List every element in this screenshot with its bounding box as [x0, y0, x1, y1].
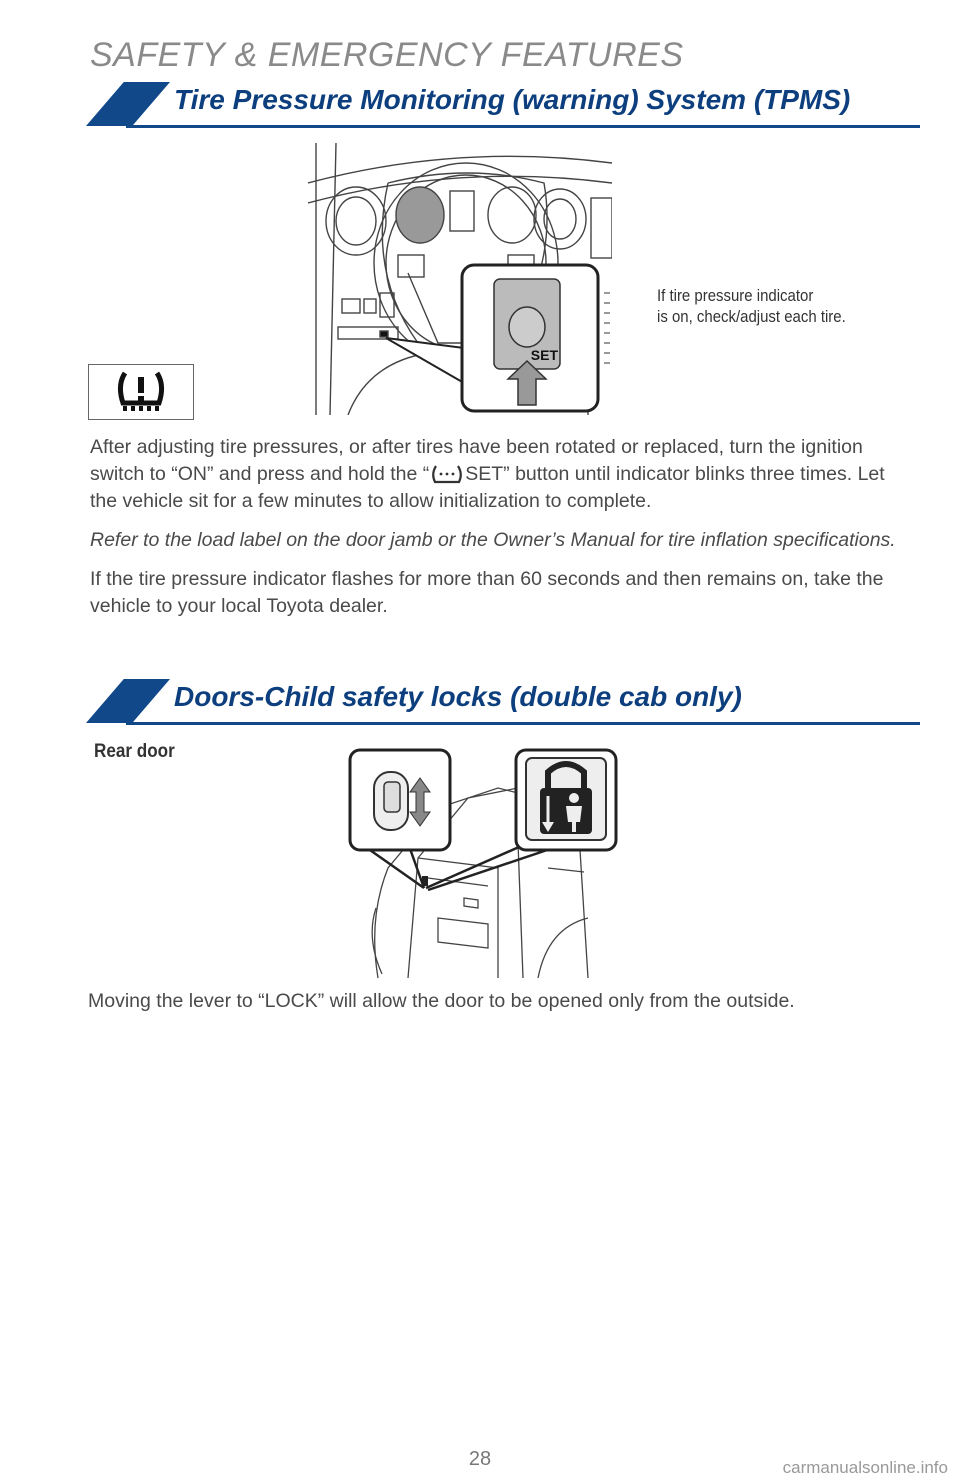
section-rule	[126, 722, 920, 725]
tpms-set-icon	[430, 464, 464, 484]
dashboard-drawing	[308, 143, 612, 415]
tpms-paragraph-1-part-a: After adjusting tire pressures, or after tires have been rotated or replaced, turn the ignition switch to “ON” and press and hold the “	[90, 436, 863, 485]
doors-title: Doors-Child safety locks (double cab only)	[174, 681, 742, 712]
tpms-paragraph-3: If the tire pressure indicator flashes for more than 60 seconds and then remains on, take the vehicle to your local Toyota dealer.	[90, 568, 884, 617]
tpms-warning-icon	[89, 365, 193, 419]
tpms-caption-line-2: is on, check/adjust each tire.	[657, 307, 846, 326]
section-wedge	[86, 679, 170, 723]
tpms-section-header	[86, 82, 920, 128]
tpms-paragraph-2: Refer to the load label on the door jamb or the Owner’s Manual for tire inflation specifications.	[90, 529, 896, 551]
page-section-title: SAFETY & EMERGENCY FEATURES	[90, 36, 684, 74]
tpms-title: Tire Pressure Monitoring (warning) System (TPMS)	[174, 84, 851, 115]
tpms-paragraph-1	[90, 434, 916, 515]
section-rule	[126, 125, 920, 128]
rear-door-label: Rear door	[94, 741, 175, 762]
section-wedge	[86, 82, 170, 126]
tpms-caption-line-1: If tire pressure indicator	[657, 286, 814, 305]
tpms-paragraph-1-part-b: SET” button until indicator blinks three times. Let the vehicle sit for a few minutes to allow initialization to complete.	[90, 463, 885, 512]
door-illustration	[348, 748, 620, 980]
doors-paragraph: Moving the lever to “LOCK” will allow the door to be opened only from the outside.	[88, 990, 795, 1012]
dashboard-illustration	[308, 143, 612, 415]
page-number: 28	[468, 1448, 492, 1470]
tpms-warning-indicator	[88, 364, 194, 420]
watermark-text: carmanualsonline.info	[782, 1458, 948, 1477]
door-drawing	[348, 748, 620, 980]
set-button-label: SET	[530, 347, 558, 363]
tpms-body	[90, 434, 916, 620]
doors-section-header	[86, 679, 920, 725]
tpms-caption	[657, 285, 886, 327]
